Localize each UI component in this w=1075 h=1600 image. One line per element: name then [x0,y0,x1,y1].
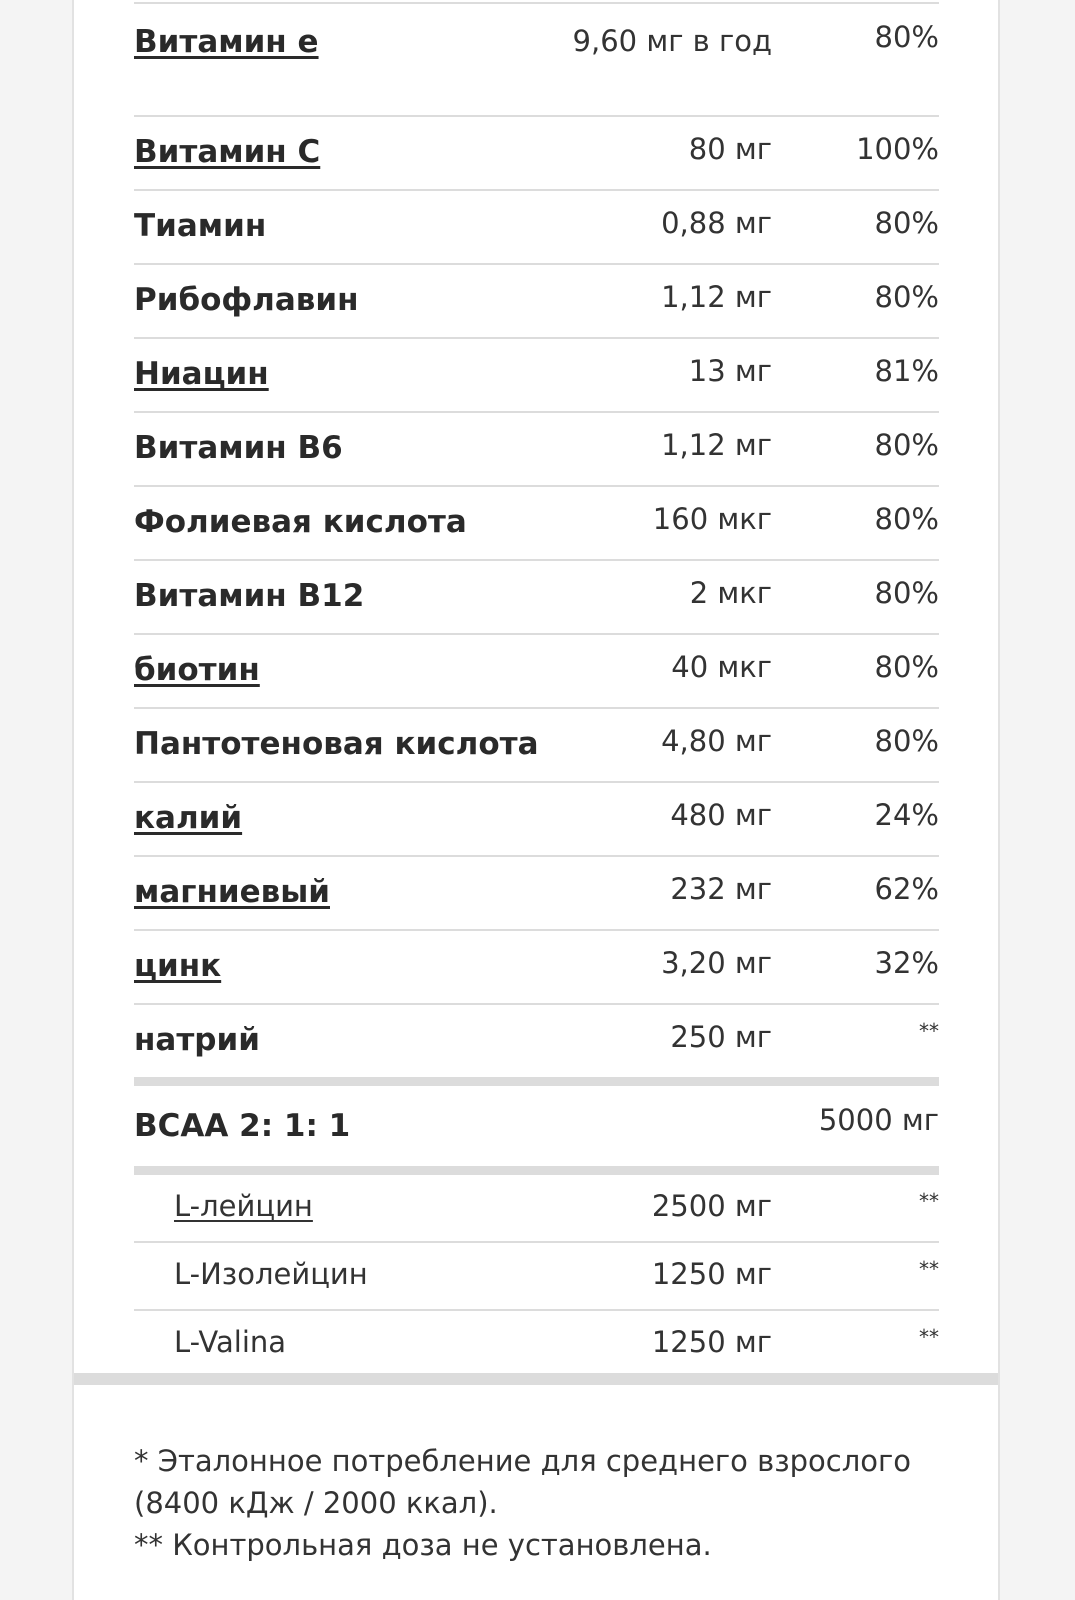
nutrient-link-biotin[interactable]: биотин [134,652,260,688]
nutrient-percent: 32% [874,946,939,980]
nutrient-link-niacin[interactable]: Ниацин [134,356,269,392]
nutrient-amount: 1250 мг [651,1257,772,1291]
footnote-reference-intake: * Эталонное потребление для среднего взрослого (8400 кДж / 2000 ккал). [134,1444,911,1520]
table-row-folic-acid [134,487,939,561]
nutrient-percent: 80% [874,576,939,610]
nutrient-percent: ** [919,1257,939,1281]
table-row-vitamin-c [134,117,939,191]
nutrient-percent: 80% [874,650,939,684]
nutrient-name: Пантотеновая кислота [134,726,539,762]
nutrient-amount: 40 мкг [671,650,772,684]
table-row-vitamin-e [134,4,939,117]
nutrient-amount: 1,12 мг [661,280,772,314]
table-row-bcaa [134,1086,939,1175]
table-row-vitamin-b6 [134,413,939,487]
nutrient-name: Витамин B6 [134,430,343,466]
nutrient-amount: 1,12 мг [661,428,772,462]
table-row-vitamin-b12 [134,561,939,635]
nutrient-name: Тиамин [134,208,267,244]
table-row-zinc [134,931,939,1005]
nutrient-percent: 80% [874,206,939,240]
table-row-l-valine [134,1311,939,1379]
nutrient-percent: ** [919,1189,939,1213]
nutrient-amount: 80 мг [688,132,772,166]
nutrition-table [134,4,939,1379]
nutrient-name: натрий [134,1022,260,1058]
table-row-riboflavin [134,265,939,339]
nutrient-percent: 80% [874,280,939,314]
nutrient-name: Витамин B12 [134,578,365,614]
nutrient-amount: 0,88 мг [661,206,772,240]
nutrient-percent: ** [919,1019,939,1043]
nutrient-link-zinc[interactable]: цинк [134,948,222,984]
table-row-magnesium [134,857,939,931]
table-row-thiamin [134,191,939,265]
nutrient-name: L-Valina [174,1325,287,1359]
table-row-biotin [134,635,939,709]
nutrition-panel [72,0,1000,1600]
nutrient-amount: 2 мкг [689,576,772,610]
nutrient-link-vitamin-e[interactable]: Витамин е [134,24,319,60]
nutrient-name: Фолиевая кислота [134,504,467,540]
nutrient-link-magnesium[interactable]: магниевый [134,874,330,910]
table-row-l-leucine [134,1175,939,1243]
nutrient-name: Рибофлавин [134,282,359,318]
nutrient-percent: 100% [856,132,939,166]
nutrient-amount: 1250 мг [651,1325,772,1359]
nutrient-percent: 62% [874,872,939,906]
nutrient-percent: 80% [874,724,939,758]
nutrient-link-potassium[interactable]: калий [134,800,243,836]
nutrient-amount: 2500 мг [651,1189,772,1223]
nutrient-percent: 80% [874,428,939,462]
table-row-niacin [134,339,939,413]
nutrient-name: L-Изолейцин [174,1257,368,1291]
nutrient-percent: ** [919,1325,939,1349]
section-divider [74,1373,998,1385]
nutrient-link-vitamin-c[interactable]: Витамин С [134,134,321,170]
bcaa-amount: 5000 мг [818,1103,939,1137]
nutrient-amount: 13 мг [688,354,772,388]
nutrient-amount: 480 мг [670,798,772,832]
nutrient-percent: 80% [874,502,939,536]
nutrient-amount: 4,80 мг [661,724,772,758]
table-row-l-isoleucine [134,1243,939,1311]
nutrient-percent: 24% [874,798,939,832]
nutrient-amount: 9,60 мг в год [572,24,772,58]
nutrient-percent: 81% [874,354,939,388]
footnotes [134,1440,944,1566]
table-row-pantothenic-acid [134,709,939,783]
nutrient-amount: 232 мг [670,872,772,906]
footnote-no-dose: ** Контрольная доза не установлена. [134,1528,712,1562]
nutrient-amount: 250 мг [670,1020,772,1054]
table-row-sodium [134,1005,939,1086]
nutrient-percent: 80% [874,20,939,54]
table-row-potassium [134,783,939,857]
nutrient-amount: 3,20 мг [661,946,772,980]
bcaa-name: BCAA 2: 1: 1 [134,1108,351,1144]
nutrient-link-l-leucine[interactable]: L-лейцин [174,1189,313,1223]
nutrient-amount: 160 мкг [652,502,772,536]
